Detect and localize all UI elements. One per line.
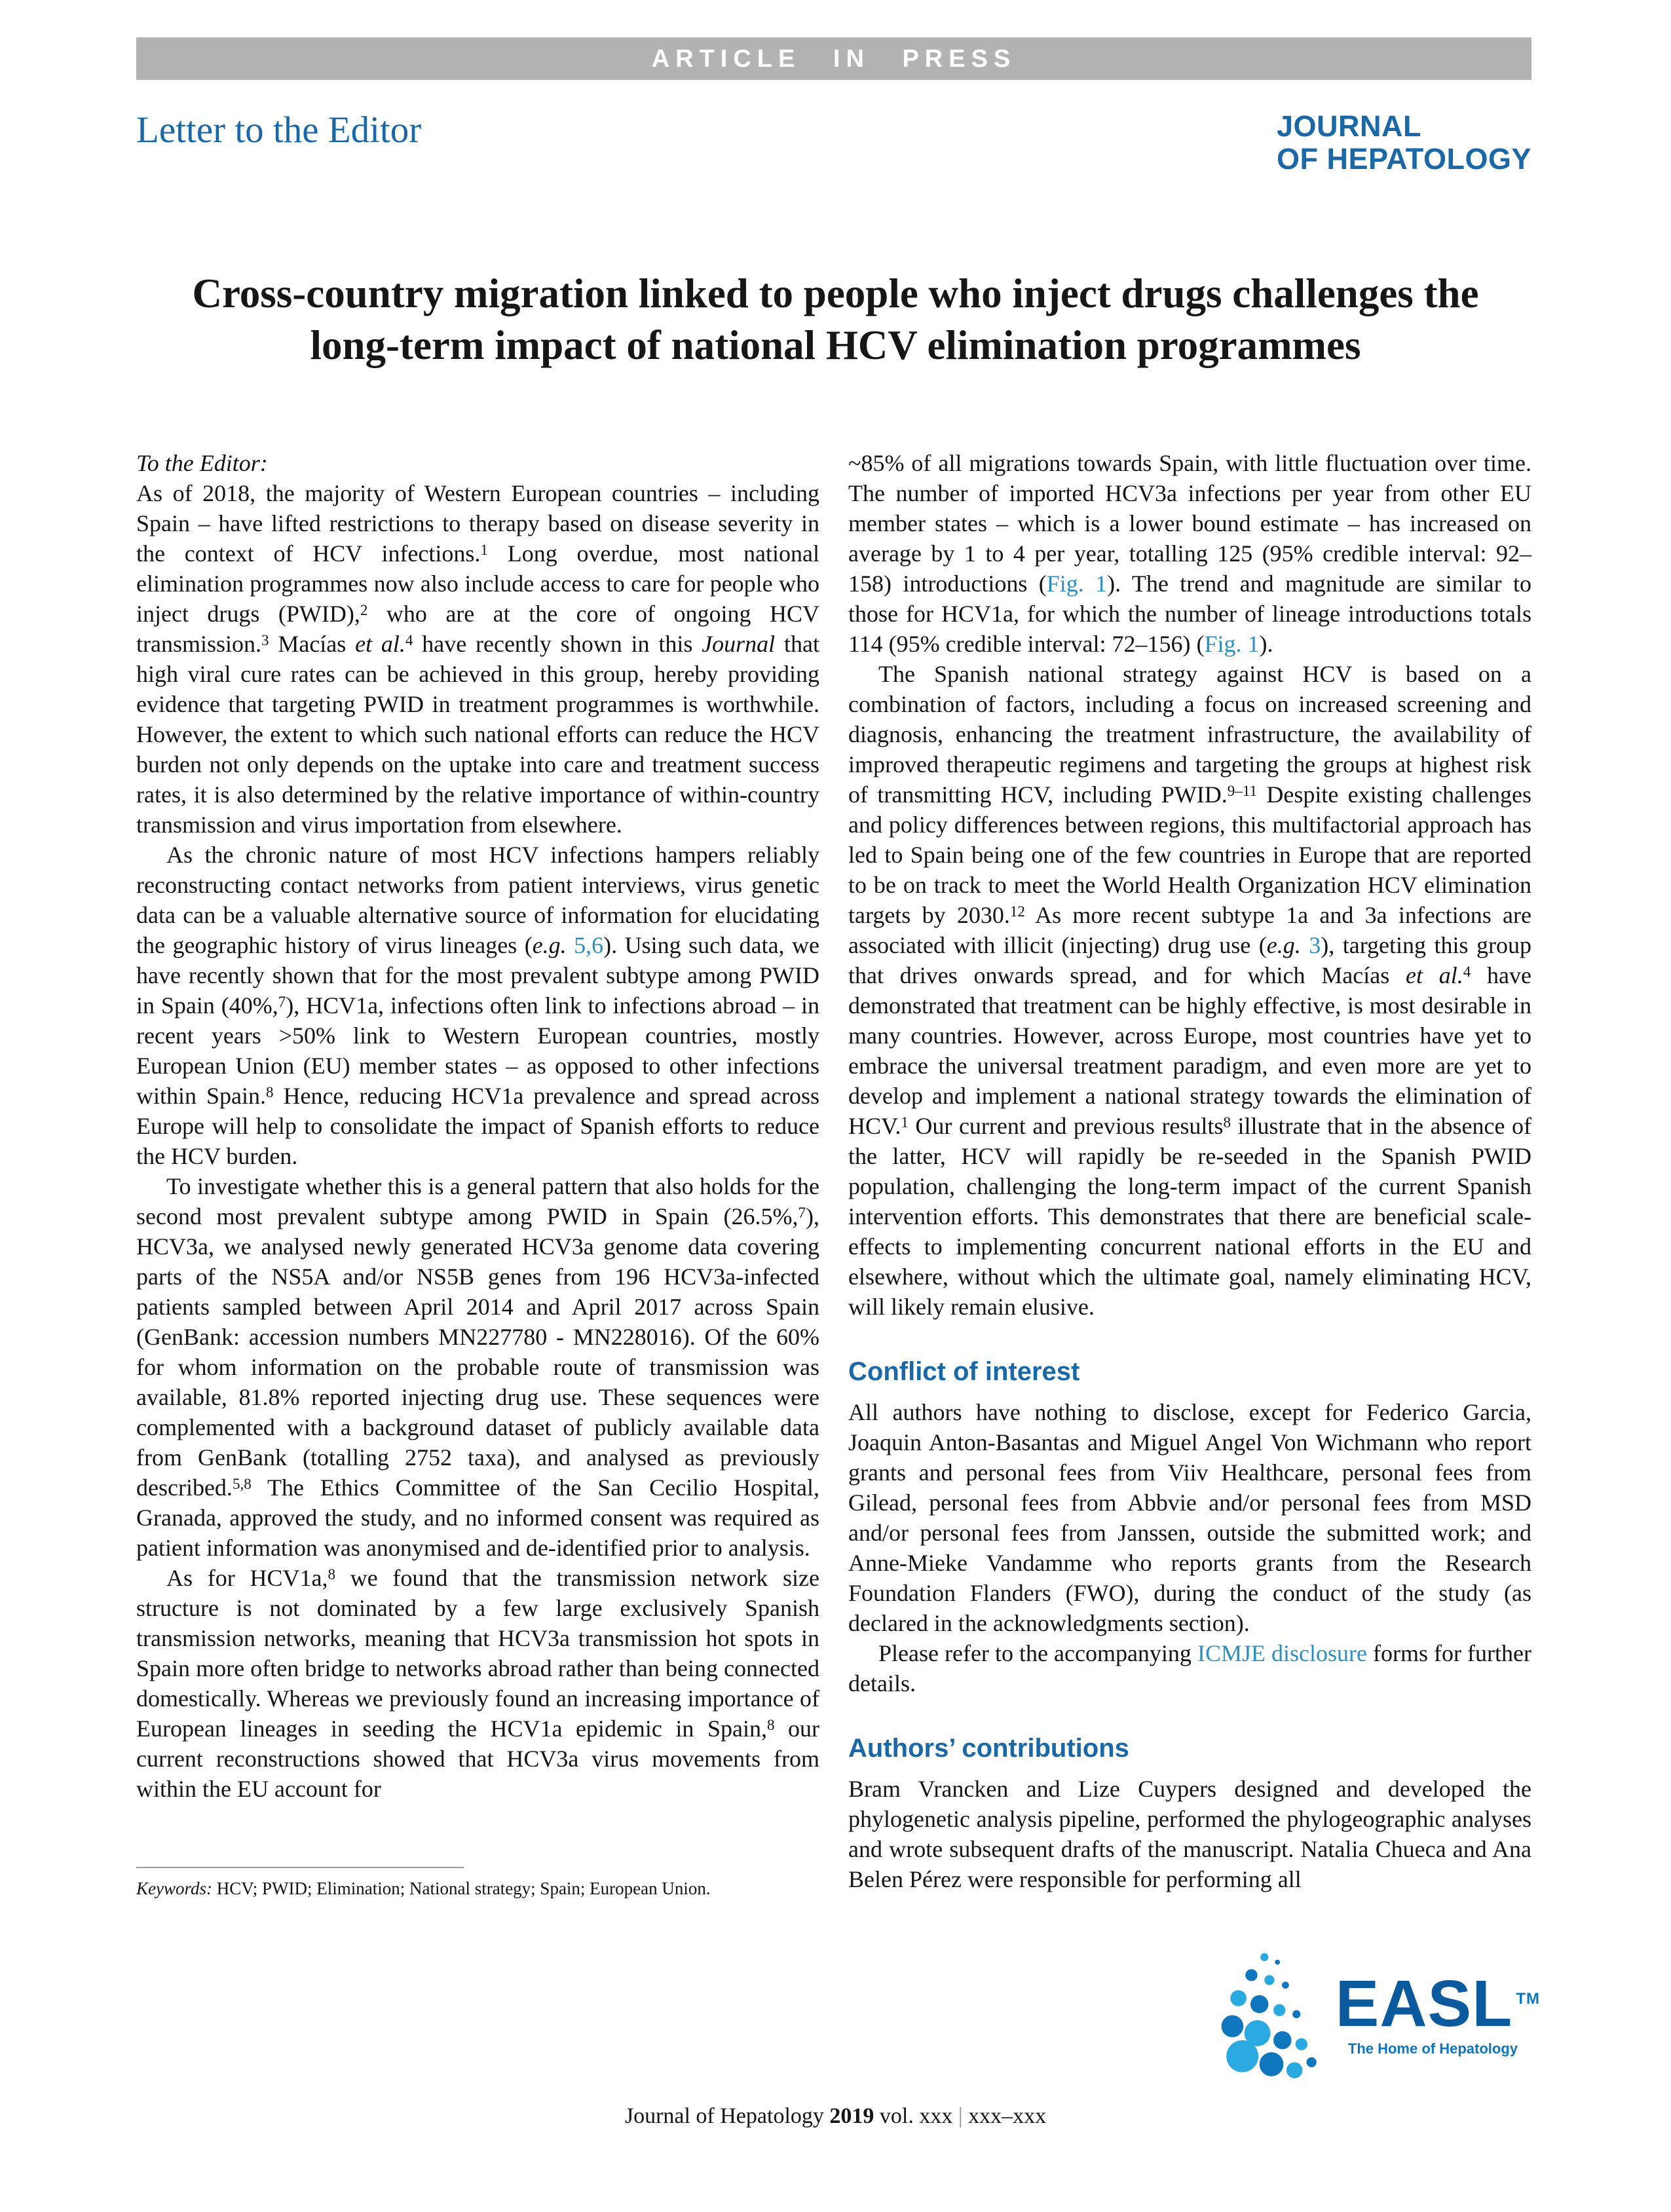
trademark-symbol: TM xyxy=(1516,1989,1540,2008)
paragraph: ~85% of all migrations towards Spain, with little fluctuation over time. The number of imported HCV3a infections per year from other EU member states – which is a lower bound estimate – has increased on average by 1 to 4 per year, totalling 125 (95% credible interval: 92–158) introductions (Fig. 1). The trend and magnitude are similar to those for HCV1a, for which the number of lineage introductions totals 114 (95% credible interval: 72–156) (Fig. 1). xyxy=(848,449,1531,657)
keywords-text: Keywords: HCV; PWID; Elimination; National strategy; Spain; European Union. xyxy=(136,1878,711,1898)
paragraph: As for HCV1a,$^8$ we found that the transmission network size structure is not dominated by a few large exclusively Spanish transmission networks, meaning that HCV3a transmission hot spots in Spain more often bridge to networks abroad rather than being connected domestically. Whereas we previously found an increasing importance of European lineages in seeding the HCV1a epidemic in Spain,$^8$ our current reconstructions showed that HCV3a virus movements from within the EU account for xyxy=(136,1564,819,1802)
section-label: Letter to the Editor xyxy=(136,109,422,151)
column-left xyxy=(136,448,819,1900)
easl-name: EASL xyxy=(1335,1967,1513,2040)
inline-link[interactable]: Fig. 1 xyxy=(1204,630,1260,657)
easl-tagline: The Home of Hepatology xyxy=(1347,2040,1518,2057)
inline-link[interactable]: ICMJE disclosure xyxy=(1197,1640,1367,1666)
easl-logo-text xyxy=(1335,1967,1540,2057)
inline-link[interactable]: 5,6 xyxy=(574,931,604,958)
paragraph: All authors have nothing to disclose, except for Federico Garcia, Joaquin Anton-Basantas and Miguel Angel Von Wichmann who report grants and personal fees from Viiv Healthcare, personal fees from Gilead, personal fees from Abbvie and/or personal fees from MSD and/or personal fees from Janssen, outside the submitted work; and Anne-Mieke Vandamme who reports grants from the Research Foundation Flanders (FWO), during the conduct of the study (as declared in the acknowledgments section). xyxy=(848,1398,1531,1636)
easl-logo xyxy=(1215,1944,1540,2084)
footnote-rule xyxy=(136,1867,464,1868)
inline-link[interactable]: 3 xyxy=(1309,931,1321,958)
journal-wordmark-line2: OF HEPATOLOGY xyxy=(1276,142,1531,176)
paragraph: As of 2018, the majority of Western European countries – including Spain – have lifted restrictions to therapy based on disease severity in the context of HCV infections.$^1$ Long overdue, most national elimination programmes now also include access to care for people who inject drugs (PWID),$^2$ who are at the core of ongoing HCV transmission.$^3$ Macías et al.$^4$ have recently shown in this Journal that high viral cure rates can be achieved in this group, hereby providing evidence that targeting PWID in treatment programmes is worthwhile. However, the extent to which such national efforts can reduce the HCV burden not only depends on the uptake into care and treatment success rates, it is also determined by the relative importance of within-country transmission and virus importation from elsewhere. xyxy=(136,479,819,838)
salutation: To the Editor: xyxy=(136,449,268,476)
inline-link[interactable]: Fig. 1 xyxy=(1046,570,1108,597)
article-title: Cross-country migration linked to people who inject drugs challenges the long-term impact of national HCV elimination programmes xyxy=(192,270,1479,369)
paragraph: The Spanish national strategy against HCV is based on a combination of factors, including a focus on increased screening and diagnosis, enhancing the treatment infrastructure, the availability of improved therapeutic regimens and targeting the groups at highest risk of transmitting HCV, including PWID.$^{9-11}$ Despite existing challenges and policy differences between regions, this multifactorial approach has led to Spain being one of the few countries in Europe that are reported to be on track to meet the World Health Organization HCV elimination targets by 2030.12 As more recent subtype 1a and 3a infections are associated with illicit (injecting) drug use (e.g. 3), targeting this group that drives onwards spread, and for which Macías et al.$^4$ have demonstrated that treatment can be highly effective, is most desirable in many countries. However, across Europe, most countries have yet to embrace the universal treatment paradigm, and even more are yet to develop and implement a national strategy towards the elimination of HCV.$^1$ Our current and previous results$^8$ illustrate that in the absence of the latter, HCV will rapidly be re-seeded in the Spanish PWID population, challenging the long-term impact of the current Spanish intervention efforts. This demonstrates that there are beneficial scale-effects to implementing concurrent national efforts in the EU and elsewhere, without which the ultimate goal, namely eliminating HCV, will likely remain elusive. xyxy=(848,660,1532,1320)
heading-conflict-of-interest: Conflict of interest xyxy=(848,1357,1080,1386)
article-in-press-banner: ARTICLE IN PRESS xyxy=(136,37,1531,80)
paragraph: Please refer to the accompanying ICMJE disclosure forms for further details. xyxy=(848,1640,1531,1696)
paragraph: To investigate whether this is a general pattern that also holds for the second most prevalent subtype among PWID in Spain (26.5%,$^7$), HCV3a, we analysed newly generated HCV3a genome data covering parts of the NS5A and/or NS5B genes from 196 HCV3a-infected patients sampled between April 2014 and April 2017 across Spain (GenBank: accession numbers MN227780 - MN228016). Of the 60% for whom information on the probable route of transmission was available, 81.8% reported injecting drug use. These sequences were complemented with a background dataset of publicly available data from GenBank (totalling 2752 taxa), and analysed as previously described.$^{5,8}$ The Ethics Committee of the San Cecilio Hospital, Granada, approved the study, and no informed consent was required as patient information was anonymised and de-identified prior to analysis. xyxy=(136,1172,819,1561)
page-header xyxy=(136,110,1531,176)
paragraph: Bram Vrancken and Lize Cuypers designed and developed the phylogenetic analysis pipeline, performed the phylogeographic analyses and wrote subsequent drafts of the manuscript. Natalia Chueca and Ana Belen Pérez were responsible for performing all xyxy=(848,1775,1531,1892)
column-right xyxy=(848,448,1531,1900)
journal-wordmark-line1: JOURNAL xyxy=(1276,109,1421,143)
page-footer: Journal of Hepatology 2019 vol. xxx | xxx–xxx xyxy=(624,2104,1047,2128)
journal-wordmark xyxy=(1277,110,1531,176)
article-body xyxy=(136,448,1531,1900)
heading-authors-contributions: Authors’ contributions xyxy=(848,1733,1129,1763)
paragraph: As the chronic nature of most HCV infections hampers reliably reconstructing contact networks from patient interviews, virus genetic data can be a valuable alternative source of information for elucidating the geographic history of virus lineages (e.g. 5,6). Using such data, we have recently shown that for the most prevalent subtype among PWID in Spain (40%,$^7$), HCV1a, infections often link to infections abroad – in recent years >50% link to Western European countries, mostly European Union (EU) member states – as opposed to other infections within Spain.$^8$ Hence, reducing HCV1a prevalence and spread across Europe will help to consolidate the impact of Spanish efforts to reduce the HCV burden. xyxy=(136,841,820,1169)
easl-logo-bubbles xyxy=(1215,1944,1328,2084)
keywords-footnote xyxy=(136,1867,819,1900)
easl-wordmark xyxy=(1335,1967,1540,2040)
